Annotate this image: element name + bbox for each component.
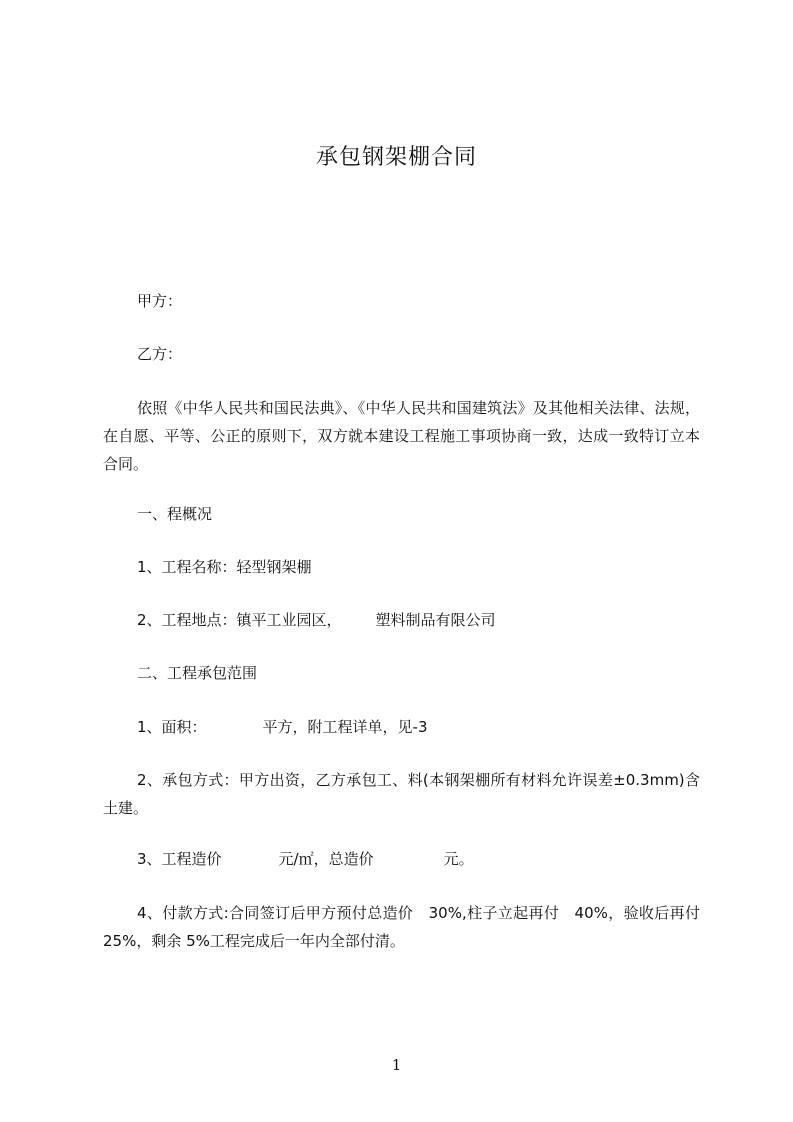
area-label: 1、面积： xyxy=(137,718,207,736)
item-contract-method: 2、承包方式：甲方出资，乙方承包工、料(本钢架棚所有材料允许误差±0.3mm)含土建。 xyxy=(103,771,700,817)
item-area xyxy=(103,713,700,741)
location-prefix: 2、工程地点：镇平工业园区， xyxy=(137,611,342,629)
section-2-heading: 二、工程承包范围 xyxy=(137,664,258,682)
cost-unit-price: 元/㎡，总造价 xyxy=(278,850,374,868)
item-payment-method: 4、付款方式:合同签订后甲方预付总造价 30%,柱子立起再付 40%，验收后再付25%，剩余 5%工程完成后一年内全部付清。 xyxy=(103,904,700,950)
item-project-cost xyxy=(103,845,700,873)
page-number: 1 xyxy=(391,1056,402,1074)
item-project-name: 1、工程名称：轻型钢架棚 xyxy=(137,558,312,576)
cost-label: 3、工程造价 xyxy=(137,850,222,868)
party-b-label: 乙方： xyxy=(137,345,183,363)
cost-total: 元。 xyxy=(443,850,474,868)
intro-paragraph: 依照《中华人民共和国民法典》、《中华人民共和国建筑法》及其他相关法律、法规，在自愿、平等、公正的原则下，双方就本建设工程施工事项协商一致，达成一致特订立本合同。 xyxy=(103,399,700,473)
area-detail: 平方，附工程详单，见-3 xyxy=(262,718,428,736)
section-1-heading: 一、程概况 xyxy=(137,505,213,523)
contract-title: 承包钢架棚合同 xyxy=(315,145,477,170)
location-company: 塑料制品有限公司 xyxy=(375,611,496,629)
item-project-location xyxy=(103,606,700,634)
party-a-label: 甲方： xyxy=(137,292,183,310)
